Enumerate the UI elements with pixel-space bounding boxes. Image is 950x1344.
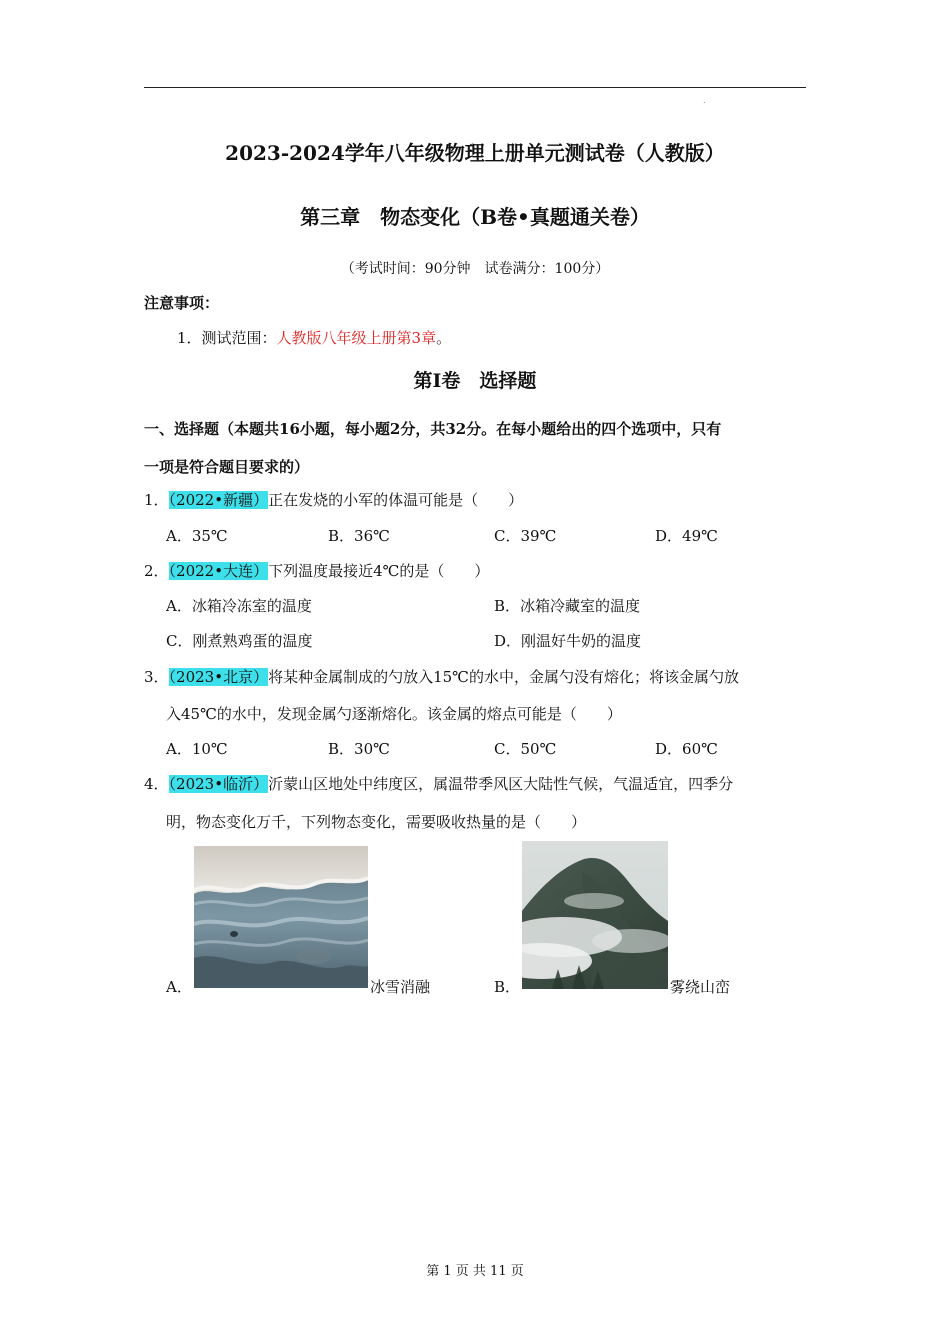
exam-subtitle: 第三章 物态变化（B卷•真题通关卷） <box>300 205 650 229</box>
melting-ice-photo <box>194 846 368 988</box>
question-number: 4． <box>144 775 169 793</box>
question-2 <box>144 560 489 581</box>
source-tag: （2023•临沂） <box>168 775 269 793</box>
source-tag: （2022•新疆） <box>168 491 269 509</box>
notes-item-1-suffix: 。 <box>436 329 452 347</box>
question-number: 1． <box>144 491 169 509</box>
notes-item-1-prefix: 1．测试范围： <box>177 329 277 347</box>
header-rule <box>144 87 806 88</box>
option-2d: D．刚温好牛奶的温度 <box>494 632 642 650</box>
question-3 <box>144 666 739 687</box>
question-1 <box>144 489 523 510</box>
option-2a: A．冰箱冷冻室的温度 <box>166 597 312 615</box>
question-text: 下列温度最接近4℃的是（ ） <box>268 562 490 580</box>
section-title: 第Ⅰ卷 选择题 <box>413 370 537 392</box>
source-tag: （2022•大连） <box>168 562 269 580</box>
question-3-continued: 入45℃的水中，发现金属勺逐渐熔化。该金属的熔点可能是（ ） <box>166 705 622 723</box>
misty-mountain-photo <box>522 841 668 989</box>
option-4b-caption: 雾绕山峦 <box>670 978 731 996</box>
question-4-continued: 明，物态变化万千，下列物态变化，需要吸收热量的是（ ） <box>166 813 587 831</box>
part1-instructions-line2: 一项是符合题目要求的） <box>144 458 310 476</box>
exam-info: （考试时间：90分钟 试卷满分：100分） <box>340 261 610 277</box>
question-text: 沂蒙山区地处中纬度区，属温带季风区大陆性气候，气温适宜，四季分 <box>268 775 734 793</box>
header-mark: . <box>703 96 706 105</box>
option-4a-label: A． <box>166 978 192 996</box>
question-number: 2． <box>144 562 169 580</box>
source-tag: （2023•北京） <box>168 668 269 686</box>
question-text: 将某种金属制成的勺放入15℃的水中，金属勺没有熔化；将该金属勺放 <box>268 668 739 686</box>
test-scope: 人教版八年级上册第3章 <box>276 329 437 347</box>
option-3a: A．10℃ <box>166 740 228 758</box>
option-1d: D．49℃ <box>655 527 718 545</box>
misty-mountain-image <box>522 841 668 989</box>
melting-ice-image <box>194 846 368 988</box>
option-3d: D．60℃ <box>655 740 718 758</box>
option-3b: B．30℃ <box>328 740 390 758</box>
option-1b: B．36℃ <box>328 527 390 545</box>
option-4a-caption: 冰雪消融 <box>370 978 431 996</box>
option-1c: C．39℃ <box>494 527 557 545</box>
option-4b-label: B． <box>494 978 521 996</box>
option-3c: C．50℃ <box>494 740 557 758</box>
question-number: 3． <box>144 668 169 686</box>
option-2c: C．刚煮熟鸡蛋的温度 <box>166 632 313 650</box>
notes-item-1 <box>177 327 451 348</box>
exam-title: 2023-2024学年八年级物理上册单元测试卷（人教版） <box>225 141 725 165</box>
question-text: 正在发烧的小军的体温可能是（ ） <box>268 491 524 509</box>
page-footer: 第 1 页 共 11 页 <box>426 1264 524 1279</box>
option-2b: B．冰箱冷藏室的温度 <box>494 597 641 615</box>
option-1a: A．35℃ <box>166 527 228 545</box>
notes-heading: 注意事项： <box>144 294 220 312</box>
question-4 <box>144 773 733 794</box>
part1-instructions-line1: 一、选择题（本题共16小题，每小题2分，共32分。在每小题给出的四个选项中，只有 <box>144 420 722 438</box>
